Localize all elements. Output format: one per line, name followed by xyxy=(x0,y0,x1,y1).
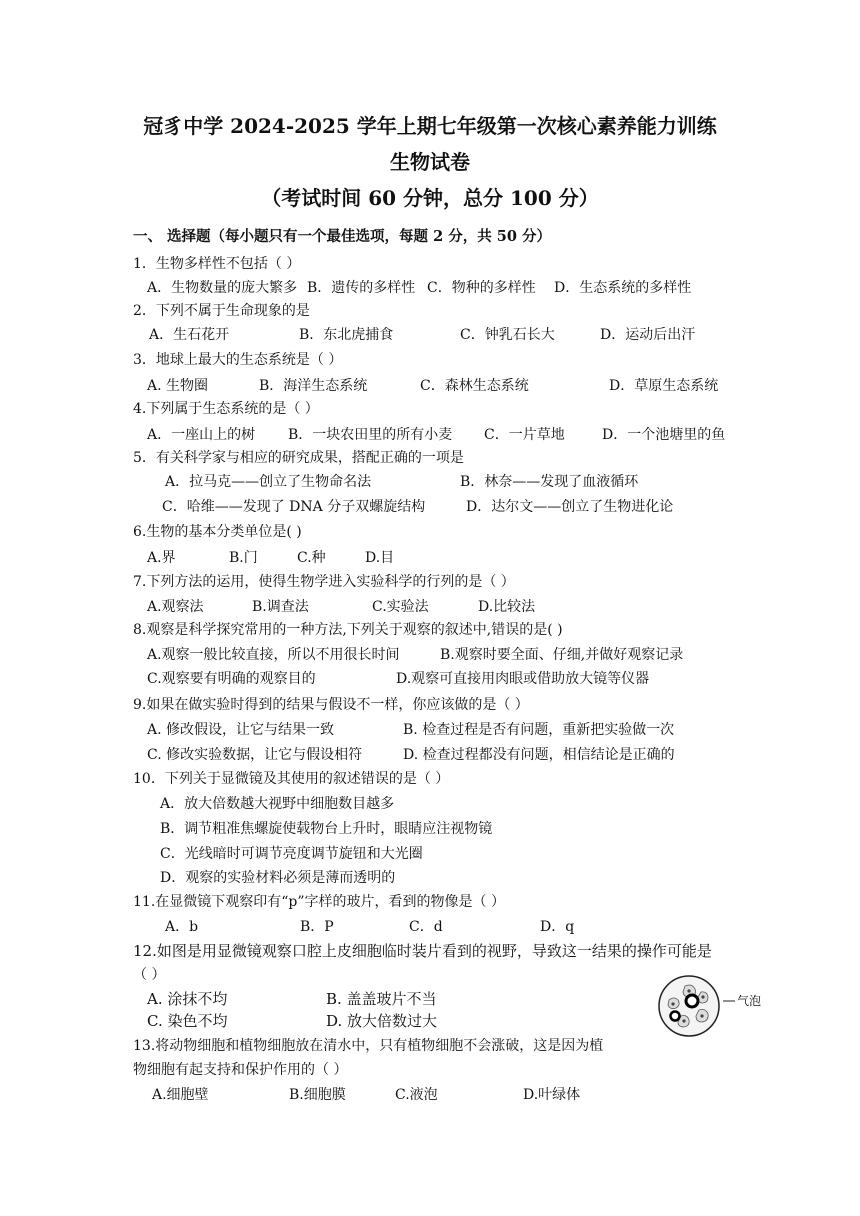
question-13-option-b: B.细胞膜 xyxy=(289,1087,346,1103)
question-7-option-b: B.调查法 xyxy=(252,599,309,615)
question-12-option-a: A. 涂抹不均 xyxy=(147,990,228,1008)
question-1-option-a: A．生物数量的庞大繁多 xyxy=(147,280,298,296)
question-10-option-b: B．调节粗准焦螺旋使载物台上升时，眼睛应注视物镜 xyxy=(160,821,493,837)
question-7-option-d: D.比较法 xyxy=(478,599,536,615)
question-13-stem: 13.将动物细胞和植物细胞放在清水中，只有植物细胞不会涨破，这是因为植 xyxy=(133,1038,604,1054)
question-10-option-a: A．放大倍数越大视野中细胞数目越多 xyxy=(160,796,395,812)
question-5-stem: 5．有关科学家与相应的研究成果，搭配正确的一项是 xyxy=(133,450,464,466)
question-4-option-c: C．一片草地 xyxy=(484,427,565,443)
question-11-stem: 11.在显微镜下观察印有“p”字样的玻片，看到的物像是（ ） xyxy=(133,894,505,910)
question-9-option-c: C. 修改实验数据，让它与假设相符 xyxy=(147,747,363,763)
question-6-option-d: D.目 xyxy=(365,550,395,566)
question-2-option-c: C．钟乳石长大 xyxy=(460,327,555,343)
question-7-option-a: A.观察法 xyxy=(147,599,204,615)
question-10-option-c: C．光线暗时可调节亮度调节旋钮和大光圈 xyxy=(160,846,423,862)
air-bubble xyxy=(686,995,698,1007)
question-2-option-b: B．东北虎捕食 xyxy=(299,327,394,343)
section-heading: 一、 选择题（每小题只有一个最佳选项，每题 2 分，共 50 分） xyxy=(133,228,552,245)
question-5-option-b: B．林奈——发现了血液循环 xyxy=(460,474,639,490)
question-1-stem: 1．生物多样性不包括（ ） xyxy=(133,256,301,272)
exam-title: 冠豸中学 2024-2025 学年上期七年级第一次核心素养能力训练 xyxy=(143,114,717,138)
question-8-option-d: D.观察可直接用肉眼或借助放大镜等仪器 xyxy=(396,671,650,687)
question-12-option-d: D. 放大倍数过大 xyxy=(326,1012,438,1030)
question-2-stem: 2．下列不属于生命现象的是 xyxy=(133,303,310,319)
question-6-option-b: B.门 xyxy=(229,550,258,566)
question-1-option-b: B．遗传的多样性 xyxy=(307,280,416,296)
question-3-option-b: B．海洋生态系统 xyxy=(259,378,368,394)
question-9-option-a: A. 修改假设，让它与结果一致 xyxy=(147,722,335,738)
exam-subject: 生物试卷 xyxy=(390,150,470,174)
air-bubble xyxy=(671,1012,680,1021)
question-13-option-d: D.叶绿体 xyxy=(523,1087,581,1103)
bubble-label: 气泡 xyxy=(737,994,762,1008)
question-3-option-c: C．森林生态系统 xyxy=(420,378,529,394)
question-7-option-c: C.实验法 xyxy=(372,599,429,615)
question-11-option-d: D．q xyxy=(540,919,575,935)
question-13-stem-cont: 物细胞有起支持和保护作用的（ ） xyxy=(133,1062,348,1078)
exam-info: （考试时间 60 分钟，总分 100 分） xyxy=(261,186,599,210)
question-10-stem: 10．下列关于显微镜及其使用的叙述错误的是（ ） xyxy=(133,771,450,787)
question-1-option-d: D．生态系统的多样性 xyxy=(554,280,692,296)
question-8-option-b: B.观察时要全面、仔细,并做好观察记录 xyxy=(440,647,684,663)
question-3-option-a: A. 生物圈 xyxy=(147,378,209,394)
question-8-option-a: A.观察一般比较直接，所以不用很长时间 xyxy=(147,647,400,663)
question-2-option-a: A．生石花开 xyxy=(149,327,230,343)
question-11-option-c: C．d xyxy=(409,919,443,935)
question-9-option-b: B. 检查过程是否有问题，重新把实验做一次 xyxy=(403,722,675,738)
question-4-option-b: B．一块农田里的所有小麦 xyxy=(288,427,453,443)
question-3-stem: 3．地球上最大的生态系统是（ ） xyxy=(133,352,343,368)
question-12-option-c: C. 染色不均 xyxy=(147,1012,228,1030)
question-1-option-c: C．物种的多样性 xyxy=(427,280,536,296)
question-5-option-a: A．拉马克——创立了生物命名法 xyxy=(165,474,372,490)
question-8-option-c: C.观察要有明确的观察目的 xyxy=(147,671,316,687)
question-6-option-c: C.种 xyxy=(297,550,326,566)
microscope-view-svg xyxy=(655,972,770,1040)
question-7-stem: 7.下列方法的运用，使得生物学进入实验科学的行列的是（ ） xyxy=(133,574,515,590)
question-11-option-b: B．P xyxy=(300,919,334,935)
question-12-option-b: B. 盖盖玻片不当 xyxy=(326,990,437,1008)
question-6-stem: 6.生物的基本分类单位是( ) xyxy=(133,524,302,540)
question-8-stem: 8.观察是科学探究常用的一种方法,下列关于观察的叙述中,错误的是( ) xyxy=(133,622,563,638)
question-4-option-d: D．一个池塘里的鱼 xyxy=(602,427,726,443)
question-12-stem-cont: （ ） xyxy=(133,967,166,983)
question-10-option-d: D．观察的实验材料必须是薄而透明的 xyxy=(160,870,396,886)
question-4-stem: 4.下列属于生态系统的是（ ） xyxy=(133,401,319,417)
question-11-option-a: A．b xyxy=(165,919,199,935)
question-5-option-c: C．哈维——发现了 DNA 分子双螺旋结构 xyxy=(162,499,426,515)
question-4-option-a: A．一座山上的树 xyxy=(147,427,256,443)
question-9-stem: 9.如果在做实验时得到的结果与假设不一样，你应该做的是（ ） xyxy=(133,697,529,713)
question-6-option-a: A.界 xyxy=(147,550,176,566)
question-2-option-d: D．运动后出汗 xyxy=(600,327,696,343)
question-13-option-c: C.液泡 xyxy=(395,1087,438,1103)
question-3-option-d: D．草原生态系统 xyxy=(609,378,719,394)
question-5-option-d: D．达尔文——创立了生物进化论 xyxy=(466,499,674,515)
question-12-stem: 12.如图是用显微镜观察口腔上皮细胞临时装片看到的视野，导致这一结果的操作可能是 xyxy=(133,942,712,960)
question-13-option-a: A.细胞壁 xyxy=(152,1087,209,1103)
microscope-view-figure xyxy=(655,972,770,1040)
question-9-option-d: D. 检查过程都没有问题，相信结论是正确的 xyxy=(403,747,675,763)
